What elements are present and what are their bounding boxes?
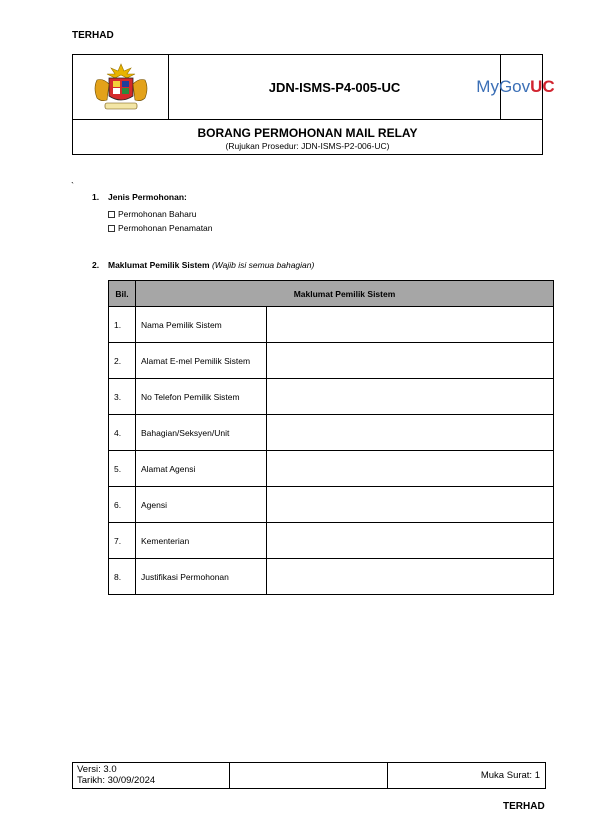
form-title-row	[73, 119, 542, 154]
row-number: 1.	[109, 307, 136, 343]
brand-prefix: MyGov	[476, 77, 531, 96]
row-number: 4.	[109, 415, 136, 451]
procedure-reference: (Rujukan Prosedur: JDN-ISMS-P2-006-UC)	[225, 141, 390, 151]
mygovuc-logo	[476, 55, 555, 119]
section-1-number: 1.	[92, 192, 100, 202]
row-number: 8.	[109, 559, 136, 595]
document-header	[72, 54, 555, 155]
version-text: Versi: 3.0	[77, 764, 117, 775]
table-row	[109, 415, 554, 451]
division-field[interactable]	[267, 415, 554, 451]
page-number: Muka Surat: 1	[480, 770, 540, 781]
document-code: JDN-ISMS-P4-005-UC	[169, 55, 501, 119]
row-label: Justifikasi Permohonan	[136, 559, 267, 595]
section-2-number: 2.	[92, 260, 100, 270]
agency-field[interactable]	[267, 487, 554, 523]
row-number: 6.	[109, 487, 136, 523]
checkbox[interactable]	[108, 211, 115, 218]
table-row	[109, 559, 554, 595]
form-title: BORANG PERMOHONAN MAIL RELAY	[197, 126, 418, 140]
owner-email-field[interactable]	[267, 343, 554, 379]
section-2-note: (Wajib isi semua bahagian)	[211, 260, 315, 270]
row-label: No Telefon Pemilik Sistem	[136, 379, 267, 415]
footer-version-cell	[73, 763, 230, 788]
option-termination-application[interactable]	[108, 223, 213, 233]
system-owner-table	[108, 280, 554, 595]
row-label: Alamat E-mel Pemilik Sistem	[136, 343, 267, 379]
row-label: Bahagian/Seksyen/Unit	[136, 415, 267, 451]
classification-bottom: TERHAD	[503, 801, 545, 812]
table-row	[109, 307, 554, 343]
justification-field[interactable]	[267, 559, 554, 595]
row-number: 3.	[109, 379, 136, 415]
option-new-application[interactable]	[108, 209, 196, 219]
coat-of-arms-logo	[73, 55, 169, 119]
row-number: 5.	[109, 451, 136, 487]
owner-phone-field[interactable]	[267, 379, 554, 415]
section-1-title: Jenis Permohonan:	[108, 192, 187, 202]
table-row	[109, 343, 554, 379]
table-row	[109, 379, 554, 415]
document-footer	[72, 762, 546, 789]
owner-name-field[interactable]	[267, 307, 554, 343]
row-number: 2.	[109, 343, 136, 379]
option-label: Permohonan Baharu	[118, 209, 197, 219]
brand-suffix: UC	[530, 77, 555, 96]
table-row	[109, 523, 554, 559]
table-row	[109, 487, 554, 523]
footer-blank-cell	[230, 763, 388, 788]
coat-of-arms-icon	[89, 62, 153, 112]
agency-address-field[interactable]	[267, 451, 554, 487]
ministry-field[interactable]	[267, 523, 554, 559]
date-text: Tarikh: 30/09/2024	[77, 775, 156, 786]
row-number: 7.	[109, 523, 136, 559]
classification-top: TERHAD	[72, 30, 114, 41]
row-label: Kementerian	[136, 523, 267, 559]
column-header-info: Maklumat Pemilik Sistem	[136, 281, 554, 307]
option-label: Permohonan Penamatan	[118, 223, 213, 233]
table-row	[109, 451, 554, 487]
column-header-no: Bil.	[109, 281, 136, 307]
row-label: Agensi	[136, 487, 267, 523]
checkbox[interactable]	[108, 225, 115, 232]
stray-mark: `	[71, 181, 74, 191]
row-label: Nama Pemilik Sistem	[136, 307, 267, 343]
section-2-title: Maklumat Pemilik Sistem	[108, 260, 210, 270]
row-label: Alamat Agensi	[136, 451, 267, 487]
